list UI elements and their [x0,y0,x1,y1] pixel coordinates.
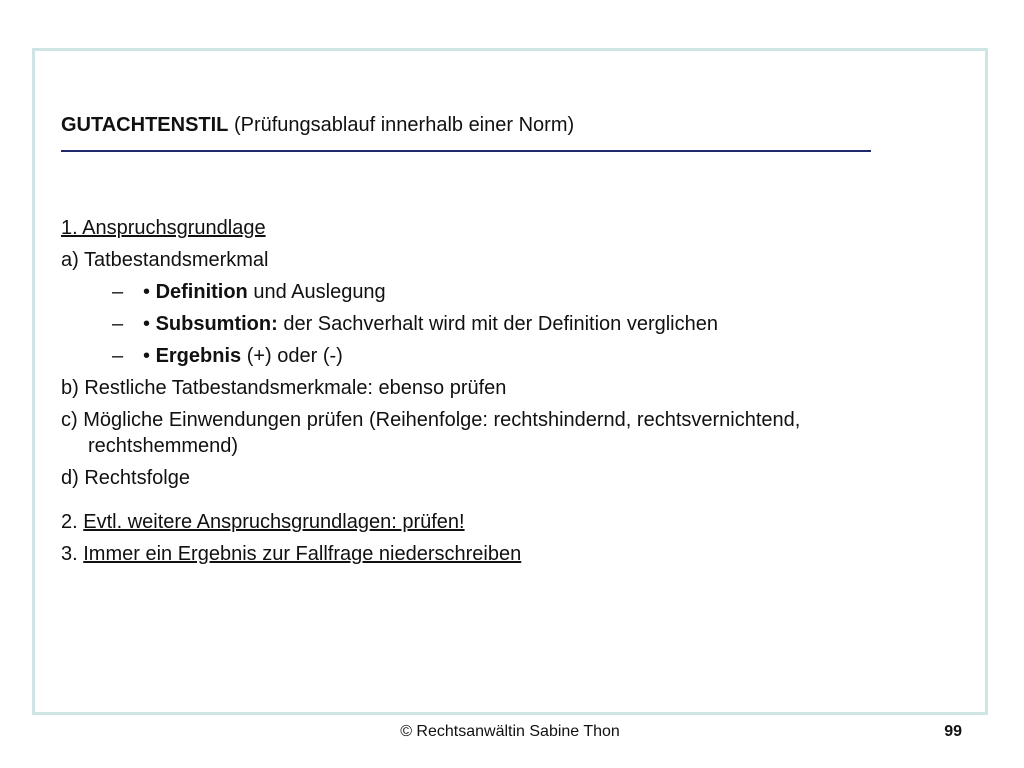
item-restliche-merkmale: b) Restliche Tatbestandsmerkmale: ebenso prüfen [61,377,507,399]
slide-content [61,112,941,567]
sub-item-text: und Auslegung [247,281,386,303]
bullet-marker: • [143,345,156,367]
dash-marker: – [112,345,124,367]
bullet-marker: • [143,281,156,303]
sub-item-ergebnis [61,343,941,369]
dash-marker: – [112,313,124,335]
slide-title-rest: (Prüfungsablauf innerhalb einer Norm) [228,114,575,136]
sub-item-definition [61,279,941,305]
item-tatbestandsmerkmal: a) Tatbestandsmerkmal [61,249,269,271]
item-ergebnis-niederschreiben [61,541,941,567]
page-number: 99 [944,723,962,740]
sub-item-subsumtion [61,311,941,337]
item-number: 2. [61,511,84,533]
slide-title-bold: GUTACHTENSTIL [61,114,229,136]
sub-item-bold: Definition [155,281,248,303]
slide-title [61,112,941,142]
sub-item-text: (+) oder (-) [241,345,343,367]
sub-item-bold: Subsumtion: [155,313,278,335]
dash-marker: – [112,281,124,303]
bullet-marker: • [143,313,156,335]
footer-credit: © Rechtsanwältin Sabine Thon [400,723,620,740]
sub-item-bold: Ergebnis [155,345,242,367]
item-weitere-anspruchsgrundlagen [61,509,941,535]
item-text: Immer ein Ergebnis zur Fallfrage niederschreiben [83,543,522,565]
item-anspruchsgrundlage: 1. Anspruchsgrundlage [61,217,266,239]
sub-item-text: der Sachverhalt wird mit der Definition verglichen [277,313,718,335]
item-einwendungen: c) Mögliche Einwendungen prüfen (Reihenfolge: rechtshindernd, rechtsvernichtend, rechtshemmend) [61,409,801,457]
item-number: 3. [61,543,84,565]
item-rechtsfolge: d) Rechtsfolge [61,467,190,489]
item-text: Evtl. weitere Anspruchsgrundlagen: prüfen! [83,511,465,533]
